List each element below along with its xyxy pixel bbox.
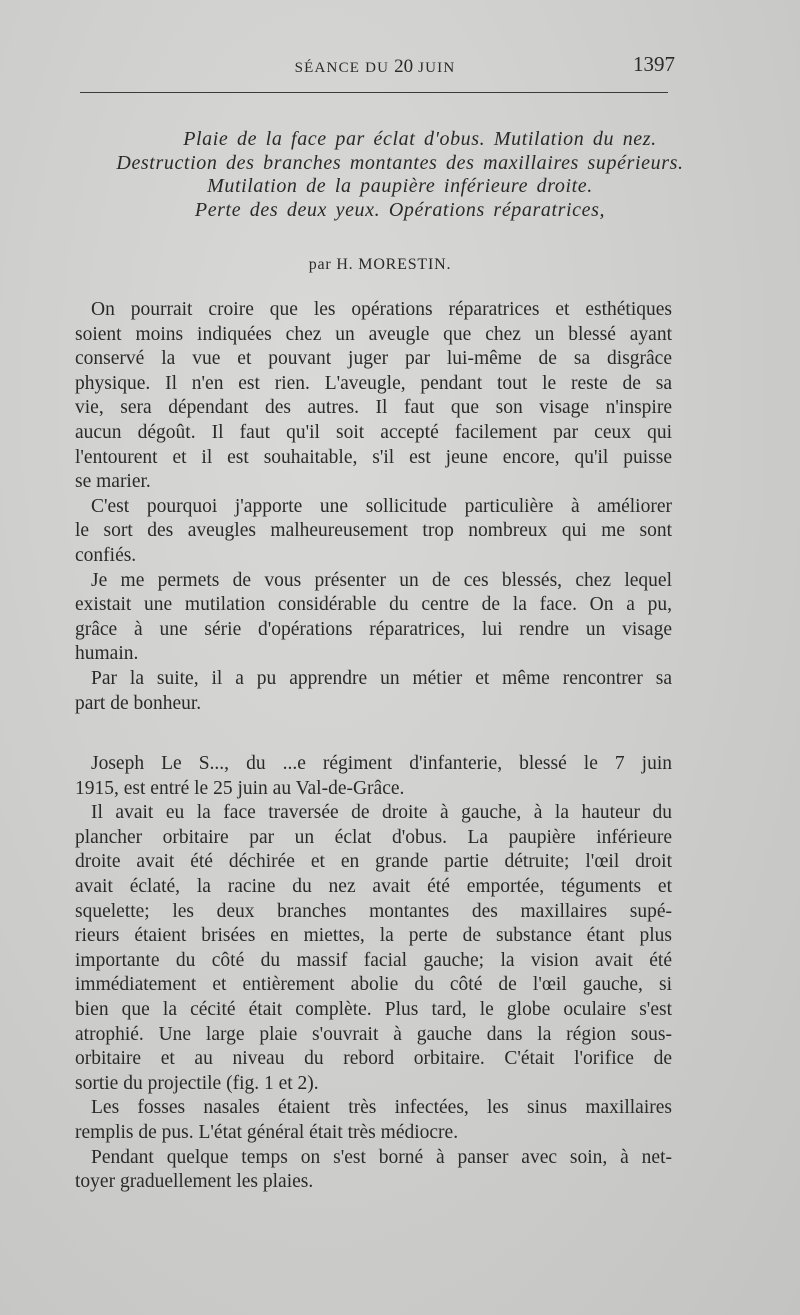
text-line: part de bonheur.: [75, 692, 202, 714]
text-line: sortie du projectile (fig. 1 et 2).: [75, 1072, 319, 1094]
text-line: immédiatement et entièrement abolie du côté de l'œil gauche, si: [75, 974, 672, 996]
text-line: conservé la vue et pouvant juger par lui-même de sa disgrâce: [75, 348, 672, 370]
text-line: C'est pourquoi j'apporte une sollicitude particulière à améliorer: [91, 495, 672, 517]
article-author: par H. MORESTIN.: [308, 256, 452, 273]
text-line: confiés.: [75, 544, 137, 566]
running-head-text: SÉANCE DU: [294, 60, 390, 76]
header-rule: [80, 92, 668, 93]
text-line: Joseph Le S..., du ...e régiment d'infanterie, blessé le 7 juin: [91, 753, 672, 775]
text-line: Par la suite, il a pu apprendre un métier et même rencontrer sa: [91, 667, 672, 689]
text-line: physique. Il n'en est rien. L'aveugle, pendant tout le reste de sa: [75, 372, 672, 394]
page-number: 1397: [633, 52, 675, 76]
running-head: [75, 56, 675, 78]
text-line: Je me permets de vous présenter un de ces blessés, chez lequel: [91, 569, 672, 591]
text-line: 1915, est entré le 25 juin au Val-de-Grâce.: [75, 777, 405, 799]
page-header: [75, 52, 675, 78]
text-line: squelette; les deux branches montantes des maxillaires supé-: [75, 900, 672, 922]
text-line: l'entourent et il est souhaitable, s'il est jeune encore, qu'il puisse: [75, 446, 672, 468]
text-line: Il avait eu la face traversée de droite à gauche, à la hauteur du: [91, 802, 672, 824]
text-line: rieurs étaient brisées en miettes, la perte de substance étant plus: [75, 925, 672, 947]
text-line: grâce à une série d'opérations réparatrices, lui rendre un visage: [75, 618, 672, 640]
article-title: [60, 128, 740, 222]
text-line: toyer graduellement les plaies.: [75, 1171, 314, 1193]
text-line: On pourrait croire que les opérations réparatrices et esthétiques: [91, 299, 672, 320]
text-line: vie, sera dépendant des autres. Il faut que son visage n'inspire: [75, 397, 672, 419]
running-head-day: 20: [394, 56, 414, 77]
title-line: Plaie de la face par éclat d'obus. Mutilation du nez.: [183, 128, 657, 150]
text-line: remplis de pus. L'état général était très médiocre.: [75, 1122, 459, 1143]
text-line: droite avait été déchirée et en grande partie détruite; l'œil droit: [75, 851, 672, 873]
text-line: avait éclaté, la racine du nez avait été emportée, téguments et: [75, 876, 672, 898]
title-line: Mutilation de la paupière inférieure droite.: [207, 175, 593, 197]
text-line: importante du côté du massif facial gauche; la vision avait été: [75, 949, 672, 971]
article-body: [75, 298, 672, 1195]
text-line: humain.: [75, 643, 139, 665]
text-line: plancher orbitaire par un éclat d'obus. La paupière inférieure: [75, 826, 672, 848]
text-line: existait une mutilation considérable du centre de la face. On a pu,: [75, 594, 672, 616]
text-line: Pendant quelque temps on s'est borné à panser avec soin, à net-: [91, 1146, 672, 1168]
text-line: orbitaire et au niveau du rebord orbitaire. C'était l'orifice de: [75, 1048, 672, 1070]
title-line: Destruction des branches montantes des maxillaires supérieurs.: [116, 151, 684, 174]
text-line: atrophié. Une large plaie s'ouvrait à gauche dans la région sous-: [75, 1023, 672, 1045]
title-line: Perte des deux yeux. Opérations réparatrices,: [194, 198, 606, 221]
text-line: se marier.: [75, 471, 151, 493]
text-line: le sort des aveugles malheureusement trop nombreux qui me sont: [75, 520, 672, 542]
running-head-month: JUIN: [418, 60, 456, 76]
paragraph-gap: [75, 716, 672, 752]
text-line: bien que la cécité était complète. Plus tard, le globe oculaire s'est: [75, 999, 672, 1021]
text-line: aucun dégoût. Il faut qu'il soit accepté facilement par ceux qui: [75, 421, 672, 443]
text-line: Les fosses nasales étaient très infectées, les sinus maxillaires: [91, 1097, 672, 1119]
text-line: soient moins indiquées chez un aveugle que chez un blessé ayant: [75, 323, 672, 345]
